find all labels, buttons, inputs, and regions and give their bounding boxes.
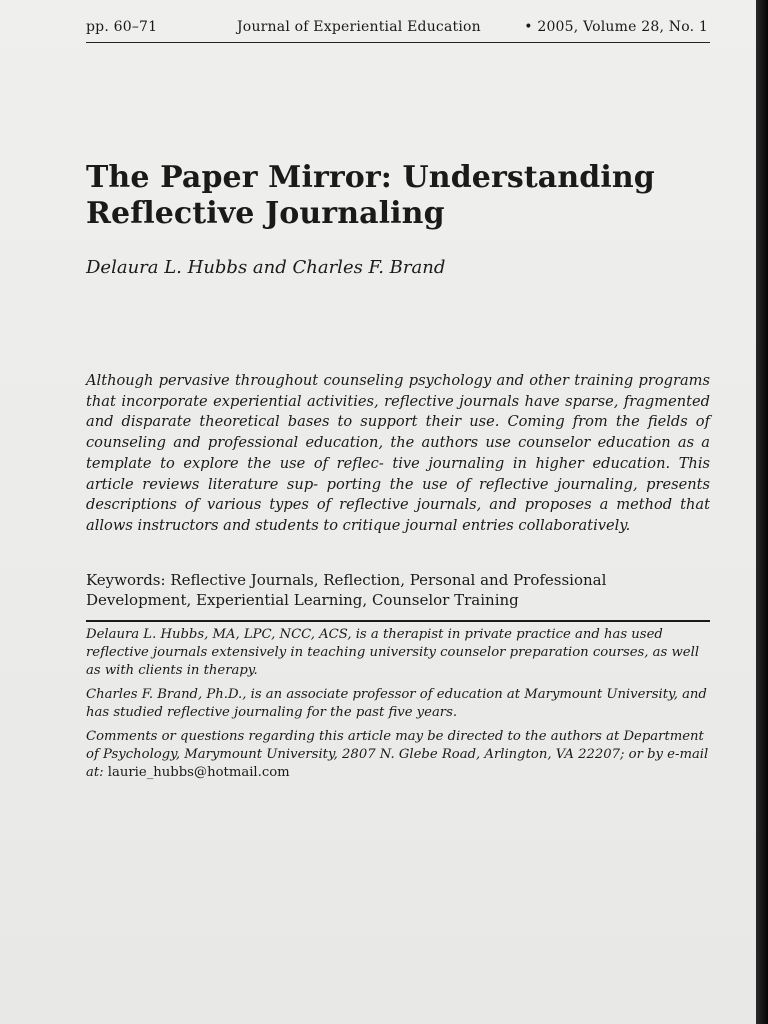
issue-info: • 2005, Volume 28, No. 1 xyxy=(524,19,708,35)
header-divider xyxy=(86,42,710,43)
running-header xyxy=(86,18,708,38)
footnote-divider xyxy=(86,620,710,622)
author-note-hubbs: Delaura L. Hubbs, MA, LPC, NCC, ACS, is a therapist in private practice and has used reflective journals extensively in teaching university counselor preparation courses, as well as with clients in therapy. xyxy=(86,627,700,678)
page-range: pp. 60–71 xyxy=(86,19,158,35)
title-line-1: The Paper Mirror: Understanding xyxy=(86,160,655,195)
journal-name: Journal of Experiential Education xyxy=(237,19,481,35)
contact-text: Comments or questions regarding this article may be directed to the authors at Department of Psychology, Marymount University, 2807 N. Glebe Road, Arlington, VA 22207; or by e-mail at: xyxy=(86,729,709,780)
title-line-2: Reflective Journaling xyxy=(86,196,445,231)
author-note-brand: Charles F. Brand, Ph.D., is an associate professor of education at Marymount University, and has studied reflective journaling for the past five years. xyxy=(86,687,707,720)
abstract: Although pervasive throughout counseling psychology and other training programs that incorporate experiential activities, reflective journals have sparse, fragmented and disparate theoretical bases to support their use. Coming from the fields of counseling and professional education, the authors use counselor education as a template to explore the use of reflec- tive journaling in higher education. This article reviews literature sup- porting the use of reflective journaling, presents descriptions of various types of reflective journals, and proposes a method that allows instructors and students to critique journal entries collaboratively. xyxy=(86,372,710,534)
keywords: Keywords: Reflective Journals, Reflection, Personal and Professional Development, Experiential Learning, Counselor Training xyxy=(86,571,607,609)
contact-note xyxy=(86,728,710,782)
article-title xyxy=(86,160,716,232)
scan-edge xyxy=(756,0,768,1024)
author-notes xyxy=(86,626,710,788)
contact-email-link[interactable]: laurie_hubbs@hotmail.com xyxy=(107,765,290,780)
article-authors: Delaura L. Hubbs and Charles F. Brand xyxy=(86,257,446,278)
